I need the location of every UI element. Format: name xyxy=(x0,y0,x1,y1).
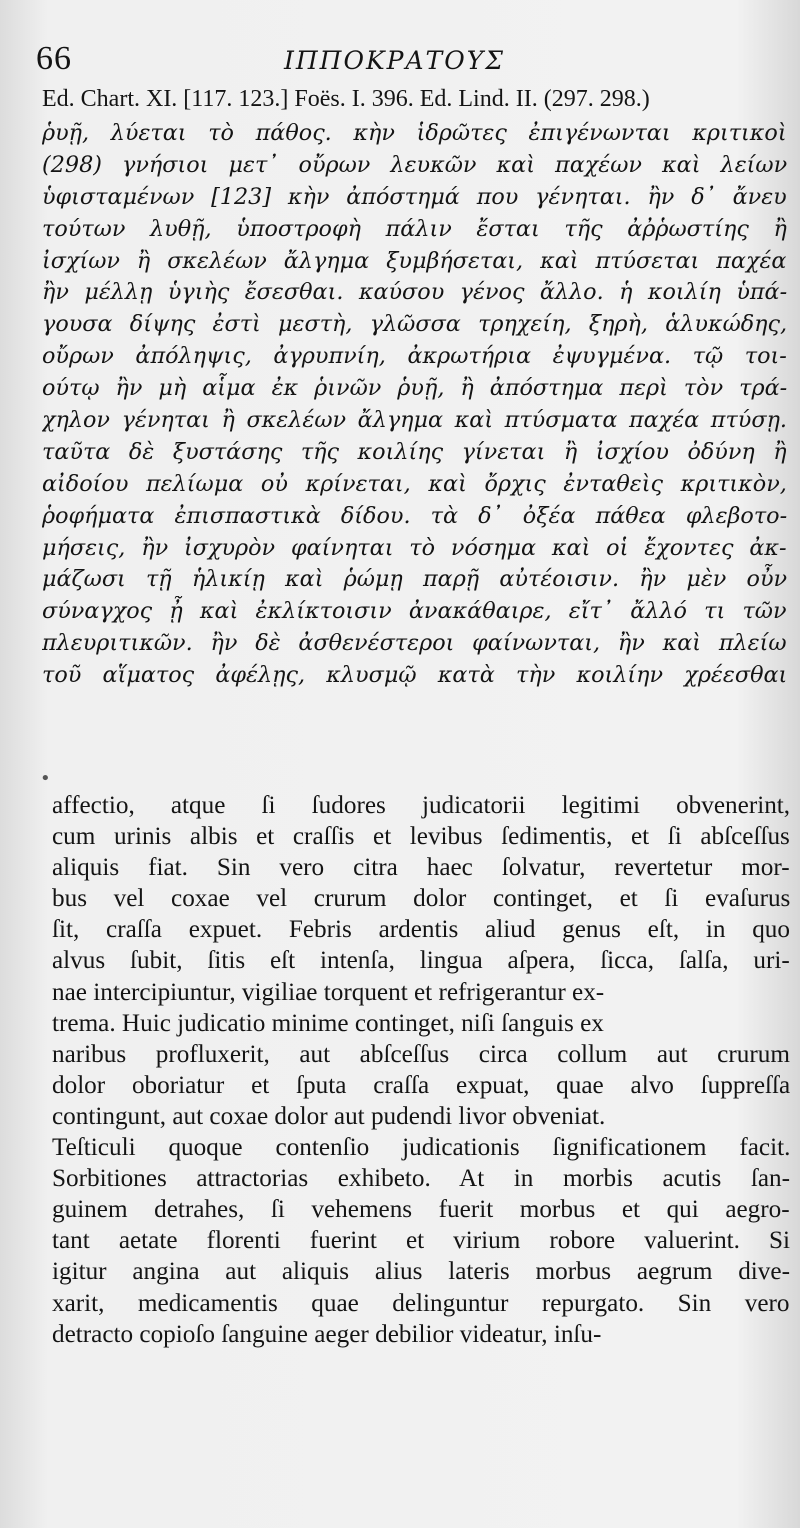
latin-text-line: detracto copioſo ſanguine aeger debilior videatur, inſu- xyxy=(52,1320,602,1348)
greek-text-line: μήσεις, ἢν ἰσχυρὸν φαίνηται τὸ νόσημα καὶ οἱ ἔχοντες ἀκ- xyxy=(42,534,787,561)
greek-text-block xyxy=(42,118,787,692)
greek-text-line: ῥοφήματα ἐπισπαστικὰ δίδου. τὰ δ᾽ ὀξέα πάθεα φλεβοτο- xyxy=(42,502,787,529)
greek-text-line: ούτῳ ἢν μὴ αἷμα ἐκ ῥινῶν ῥυῇ, ἢ ἀπόστημα περὶ τὸν τρά- xyxy=(42,375,787,402)
latin-text-line: alvus ſubit, ſitis eſt intenſa, lingua aſpera, ſicca, ſalſa, uri- xyxy=(52,947,790,975)
latin-text-line: xarit, medicamentis quae delinguntur repurgato. Sin vero xyxy=(52,1289,790,1317)
latin-text-line: guinem detrahes, ſi vehemens fuerit morbus et qui aegro- xyxy=(52,1196,790,1224)
latin-text-line: naribus profluxerit, aut abſceſſus circa collum aut crurum xyxy=(52,1040,790,1068)
latin-text-line: igitur angina aut aliquis alius lateris morbus aegrum dive- xyxy=(52,1258,790,1286)
greek-text-line: (298) γνήσιοι μετ᾽ οὔρων λευκῶν καὶ παχέων καὶ λείων xyxy=(42,151,787,178)
greek-text-line: γουσα δίψης ἐστὶ μεστὴ, γλῶσσα τρηχείη, ξηρὴ, ἁλυκώδης, xyxy=(42,311,787,338)
greek-text-line: χηλον γένηται ἢ σκελέων ἄλγημα καὶ πτύσματα παχέα πτύσῃ. xyxy=(42,407,787,434)
latin-text-line: Sorbitiones attractorias exhibeto. At in morbis acutis ſan- xyxy=(52,1165,790,1193)
greek-text-line: σύναγχος ᾖ καὶ ἐκλίκτοισιν ἀνακάθαιρε, εἴτ᾽ ἄλλό τι τῶν xyxy=(42,598,787,625)
section-divider: • xyxy=(40,768,51,789)
latin-text-line: aliquis fiat. Sin vero citra haec ſolvatur, revertetur mor- xyxy=(52,854,790,882)
greek-text-line: τούτων λυθῇ, ὑποστροφὴ πάλιν ἔσται τῆς ἀῤῥωστίης ἢ xyxy=(42,215,787,242)
latin-text-line: tant aetate florenti fuerint et virium robore valuerint. Si xyxy=(52,1227,790,1255)
greek-text-line: αἰδοίου πελίωμα οὐ κρίνεται, καὶ ὄρχις ἐνταθεὶς κριτικὸν, xyxy=(42,470,787,497)
running-title: ΙΠΠΟΚΡΑΤΟΥΣ xyxy=(284,46,505,75)
page-number: 66 xyxy=(36,40,72,77)
edition-references: Ed. Chart. XI. [117. 123.] Foës. I. 396. Ed. Lind. II. (297. 298.) xyxy=(42,86,650,112)
greek-text-line: πλευριτικῶν. ἢν δὲ ἀσθενέστεροι φαίνωνται, ἢν καὶ πλείω xyxy=(42,630,787,657)
greek-text-line: ῥυῇ, λύεται τὸ πάθος. κὴν ἱδρῶτες ἐπιγένωνται κριτικοὶ xyxy=(42,120,787,146)
greek-text-line: μάζωσι τῇ ἡλικίῃ καὶ ῥώμῃ παρῇ αὐτέοισιν. ἢν μὲν οὖν xyxy=(42,566,787,593)
greek-text-line: τοῦ αἵματος ἀφέλῃς, κλυσμῷ κατὰ τὴν κοιλίην χρέεσθαι xyxy=(42,662,787,689)
greek-text-line: ἰσχίων ἢ σκελέων ἄλγημα ξυμβήσεται, καὶ πτύσεται παχέα xyxy=(42,247,787,274)
greek-text-line: ἢν μέλλῃ ὑγιὴς ἔσεσθαι. καύσου γένος ἄλλο. ἡ κοιλίη ὑπά- xyxy=(42,279,787,306)
greek-text-line: οὔρων ἀπόληψις, ἀγρυπνίη, ἀκρωτήρια ἐψυγμένα. τῷ τοι- xyxy=(42,343,787,370)
latin-text-line: ſit, craſſa expuet. Febris ardentis aliud genus eſt, in quo xyxy=(52,916,790,944)
latin-text-line: bus vel coxae vel crurum dolor continget, et ſi evaſurus xyxy=(52,885,790,913)
latin-text-line: cum urinis albis et craſſis et levibus ſedimentis, et ſi abſceſſus xyxy=(52,823,790,851)
greek-text-line: ὑφισταμένων [123] κὴν ἀπόστημά που γένηται. ἢν δ᾽ ἄνευ xyxy=(42,183,787,210)
latin-text-line: Teſticuli quoque contenſio judicationis ſignificationem facit. xyxy=(52,1134,790,1162)
latin-text-line: dolor oboriatur et ſputa craſſa expuat, quae alvo ſuppreſſa xyxy=(52,1071,790,1099)
latin-text-line: trema. Huic judicatio minime continget, niſi ſanguis ex xyxy=(52,1009,604,1037)
greek-text-line: ταῦτα δὲ ξυστάσης τῆς κοιλίης γίνεται ἢ ἰσχίου ὀδύνη ἢ xyxy=(42,438,787,465)
page-header xyxy=(36,40,770,92)
latin-text-line: affectio, atque ſi ſudores judicatorii legitimi obvenerint, xyxy=(52,792,790,819)
latin-text-line: nae intercipiuntur, vigiliae torquent et refrigerantur ex- xyxy=(52,978,605,1006)
latin-text-line: contingunt, aut coxae dolor aut pudendi livor obveniat. xyxy=(52,1102,606,1130)
latin-text-block xyxy=(52,790,790,1350)
